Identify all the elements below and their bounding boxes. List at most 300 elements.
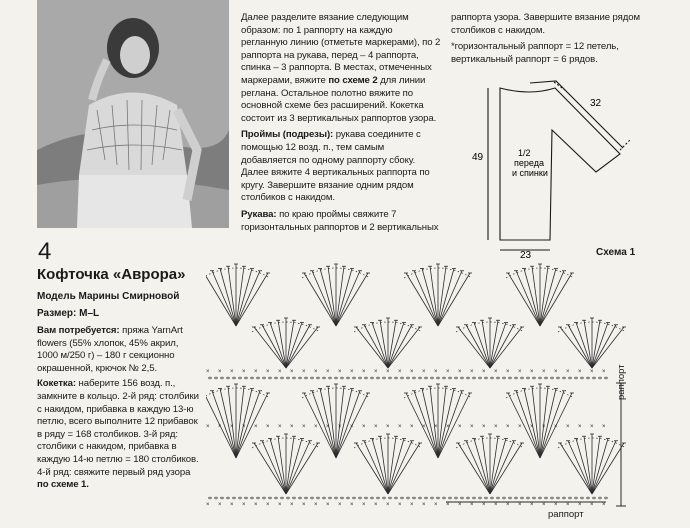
width-label: 23 xyxy=(520,250,532,258)
row-dots2-ch xyxy=(245,497,248,499)
row-dots1-ch xyxy=(245,377,248,379)
row-x2-sc: × xyxy=(542,424,546,430)
row-dots1-ch xyxy=(227,377,230,379)
fan-row2-2-stitch xyxy=(458,327,490,368)
row-dots1-ch xyxy=(503,377,506,379)
materials-paragraph: Вам потребуется: пряжа YarnArt flowers (55% хлопок, 45% акрил, 1000 м/250 г) – 180 г секционно окрашенной, крючок № 2,5. xyxy=(37,325,183,374)
pattern-author: Модель Марины Смирновой xyxy=(37,291,180,302)
row-dots2-ch xyxy=(215,497,218,499)
row-x3-sc: × xyxy=(434,502,438,508)
fan-row3-3-stitch xyxy=(508,393,540,458)
row-dots1-ch xyxy=(461,377,464,379)
fan-row3-2-stitch xyxy=(438,393,470,458)
fan-row4-2-stitch xyxy=(490,443,522,494)
row-x2-sc: × xyxy=(254,424,258,430)
row-x1-sc: × xyxy=(386,369,390,375)
row-x2-sc: × xyxy=(338,424,342,430)
fan-row1-0-arch xyxy=(206,268,270,278)
row-dots2-ch xyxy=(515,497,518,499)
row-dots2-ch xyxy=(371,497,374,499)
fan-row2-1-stitch xyxy=(388,327,420,368)
row-dots2-ch xyxy=(437,497,440,499)
row-x1-sc: × xyxy=(374,369,378,375)
row-x1-sc: × xyxy=(422,369,426,375)
row-x1-sc: × xyxy=(326,369,330,375)
row-x3-sc: × xyxy=(314,502,318,508)
row-dots1-ch xyxy=(485,377,488,379)
row-dots2-ch xyxy=(347,497,350,499)
row-dots1-ch xyxy=(215,377,218,379)
row-dots2-ch xyxy=(227,497,230,499)
fan-row1-3-stitch xyxy=(540,269,556,327)
row-x1-sc: × xyxy=(254,369,258,375)
fan-row1-1-stitch xyxy=(304,273,336,326)
row-dots1-ch xyxy=(449,377,452,379)
row-dots2-ch xyxy=(455,497,458,499)
row-x3-sc: × xyxy=(458,502,462,508)
fan-row1-1-stitch xyxy=(336,273,368,326)
row-dots1-ch xyxy=(515,377,518,379)
row-dots1-ch xyxy=(569,377,572,379)
row-x3-sc: × xyxy=(266,502,270,508)
row-x2-sc: × xyxy=(446,424,450,430)
row-dots1-ch xyxy=(383,377,386,379)
row-x3-sc: × xyxy=(530,502,534,508)
row-x2-sc: × xyxy=(350,424,354,430)
row-dots2-ch xyxy=(251,497,254,499)
materials-block xyxy=(37,325,199,492)
row-dots1-ch xyxy=(587,377,590,379)
row-x3-sc: × xyxy=(362,502,366,508)
row-dots1-ch xyxy=(527,377,530,379)
row-x3-sc: × xyxy=(386,502,390,508)
row-dots1-ch xyxy=(317,377,320,379)
sleeve-length-label: 32 xyxy=(590,98,602,109)
row-x1-sc: × xyxy=(314,369,318,375)
row-x2-sc: × xyxy=(434,424,438,430)
row-x2-sc: × xyxy=(518,424,522,430)
row-dots1-ch xyxy=(359,377,362,379)
row-dots2-ch xyxy=(581,497,584,499)
fan-row4-0-stitch xyxy=(286,443,318,494)
row-x1-sc: × xyxy=(350,369,354,375)
fan-row2-2-stitch xyxy=(490,327,522,368)
row-dots2-ch xyxy=(497,497,500,499)
crochet-chart xyxy=(206,258,636,510)
fan-row3-0-stitch xyxy=(236,393,268,458)
back-label: и спинки xyxy=(512,168,548,178)
row-dots1-ch xyxy=(593,377,596,379)
fan-row1-3-stitch xyxy=(508,273,540,326)
row-x3-sc: × xyxy=(374,502,378,508)
row-dots1-ch xyxy=(353,377,356,379)
row-x2-sc: × xyxy=(266,424,270,430)
fan-row2-1-stitch xyxy=(388,323,404,369)
row-dots2-ch xyxy=(377,497,380,499)
row-dots1-ch xyxy=(395,377,398,379)
sleeves-paragraph: Рукава: по краю проймы свяжите 7 горизонтальных раппортов и 2 вертикальных xyxy=(241,208,439,233)
row-dots2-ch xyxy=(323,497,326,499)
row-x3-sc: × xyxy=(326,502,330,508)
fan-row2-3-stitch xyxy=(560,327,592,368)
row-x3-sc: × xyxy=(350,502,354,508)
row-x3-sc: × xyxy=(566,502,570,508)
fan-row4-0-stitch xyxy=(254,443,286,494)
row-dots1-ch xyxy=(419,377,422,379)
fan-row1-1-stitch xyxy=(336,269,352,327)
row-dots1-ch xyxy=(389,377,392,379)
row-dots1-ch xyxy=(281,377,284,379)
armholes-paragraph: Проймы (подрезы): рукава соедините с помощью 12 возд. п., тем самым добавляется по одному раппорту сбоку. Далее вяжите 4 вертикальных раппорта по кругу. Завершите вязание одним рядом столбиков с накидом. xyxy=(241,129,430,204)
row-x1-sc: × xyxy=(446,369,450,375)
row-dots1-ch xyxy=(455,377,458,379)
row-dots2-ch xyxy=(281,497,284,499)
row-x3-sc: × xyxy=(410,502,414,508)
row-dots2-ch xyxy=(575,497,578,499)
row-dots1-ch xyxy=(479,377,482,379)
row-dots1-ch xyxy=(371,377,374,379)
row-dots2-ch xyxy=(335,497,338,499)
row-dots1-ch xyxy=(521,377,524,379)
row-dots2-ch xyxy=(353,497,356,499)
row-x3-sc: × xyxy=(206,502,210,508)
row-x2-sc: × xyxy=(242,424,246,430)
row-dots1-ch xyxy=(257,377,260,379)
row-dots2-ch xyxy=(407,497,410,499)
row-x1-sc: × xyxy=(278,369,282,375)
row-dots1-ch xyxy=(365,377,368,379)
row-dots2-ch xyxy=(425,497,428,499)
fan-row1-3-stitch xyxy=(540,273,572,326)
row-dots2-ch xyxy=(311,497,314,499)
row-x2-sc: × xyxy=(530,424,534,430)
row-x3-sc: × xyxy=(398,502,402,508)
row-dots2-ch xyxy=(443,497,446,499)
row-dots1-ch xyxy=(473,377,476,379)
row-dots2-ch xyxy=(473,497,476,499)
row-dots2-ch xyxy=(551,497,554,499)
fan-row2-3-stitch xyxy=(592,323,608,369)
rapport-note: *горизонтальный раппорт = 12 петель, вертикальный раппорт = 6 рядов. xyxy=(451,41,619,65)
row-x1-sc: × xyxy=(338,369,342,375)
row-dots2-ch xyxy=(317,497,320,499)
row-x1-sc: × xyxy=(458,369,462,375)
row-dots1-ch xyxy=(509,377,512,379)
row-dots2-ch xyxy=(485,497,488,499)
fan-row3-1-stitch xyxy=(304,393,336,458)
row-x1-sc: × xyxy=(410,369,414,375)
row-dots2-ch xyxy=(527,497,530,499)
row-dots2-ch xyxy=(479,497,482,499)
fan-row4-1-stitch xyxy=(356,443,388,494)
fan-row2-0-stitch xyxy=(254,327,286,368)
row-dots2-ch xyxy=(389,497,392,499)
row-dots2-ch xyxy=(587,497,590,499)
row-dots1-ch xyxy=(563,377,566,379)
row-dots1-ch xyxy=(335,377,338,379)
fan-row1-2-stitch xyxy=(422,269,438,327)
row-dots2-ch xyxy=(401,497,404,499)
row-x2-sc: × xyxy=(386,424,390,430)
row-dots1-ch xyxy=(491,377,494,379)
row-dots1-ch xyxy=(497,377,500,379)
front-label: переда xyxy=(514,158,544,168)
row-x1-sc: × xyxy=(266,369,270,375)
row-x3-sc: × xyxy=(602,502,606,508)
row-dots1-ch xyxy=(431,377,434,379)
row-x3-sc: × xyxy=(554,502,558,508)
row-dots1-ch xyxy=(311,377,314,379)
row-dots2-ch xyxy=(557,497,560,499)
row-x3-sc: × xyxy=(542,502,546,508)
fan-row4-2-stitch xyxy=(474,439,490,495)
fan-row1-2-stitch xyxy=(406,273,438,326)
row-dots1-ch xyxy=(401,377,404,379)
row-x3-sc: × xyxy=(230,502,234,508)
row-dots1-ch xyxy=(233,377,236,379)
row-x3-sc: × xyxy=(470,502,474,508)
fan-row4-0-stitch xyxy=(286,439,302,495)
row-dots2-ch xyxy=(359,497,362,499)
row-x2-sc: × xyxy=(494,424,498,430)
row-x1-sc: × xyxy=(362,369,366,375)
row-x1-sc: × xyxy=(290,369,294,375)
fan-row4-0-stitch xyxy=(270,439,286,495)
row-x3-sc: × xyxy=(422,502,426,508)
row-x1-sc: × xyxy=(554,369,558,375)
row-x2-sc: × xyxy=(578,424,582,430)
row-dots1-ch xyxy=(557,377,560,379)
intro-paragraph: Далее разделите вязание следующим образом: по 1 раппорту на каждую регланную линию (отметьте маркерами), по 2 раппорта на рукава, перед – 4 раппорта, спинка – 3 раппорта. В местах, отмеченных маркерами, вяжите по схеме 2 для линии реглана. Остальное полотно вяжите по основной схеме без расширений. Кокетка состоит из 3 вертикальных раппортов узора. xyxy=(241,12,441,124)
row-x3-sc: × xyxy=(218,502,222,508)
row-dots2-ch xyxy=(509,497,512,499)
garment-schematic xyxy=(470,78,630,258)
row-x2-sc: × xyxy=(290,424,294,430)
row-dots1-ch xyxy=(341,377,344,379)
scheme-label: Схема 1 xyxy=(596,247,636,258)
row-dots1-ch xyxy=(269,377,272,379)
fan-row2-2-stitch xyxy=(474,323,490,369)
row-x1-sc: × xyxy=(494,369,498,375)
fan-row4-1-stitch xyxy=(388,439,404,495)
row-x1-sc: × xyxy=(518,369,522,375)
row-x1-sc: × xyxy=(530,369,534,375)
fan-row4-2-stitch xyxy=(458,443,490,494)
row-x2-sc: × xyxy=(566,424,570,430)
row-x2-sc: × xyxy=(362,424,366,430)
row-x2-sc: × xyxy=(302,424,306,430)
rapport-horizontal-label: раппорт xyxy=(548,509,584,520)
row-dots1-ch xyxy=(305,377,308,379)
row-x1-sc: × xyxy=(218,369,222,375)
row-dots1-ch xyxy=(377,377,380,379)
row-dots1-ch xyxy=(533,377,536,379)
row-dots2-ch xyxy=(257,497,260,499)
fan-row1-2-stitch xyxy=(438,269,454,327)
fan-row4-1-stitch xyxy=(388,443,420,494)
row-dots2-ch xyxy=(533,497,536,499)
row-x1-sc: × xyxy=(542,369,546,375)
row-x2-sc: × xyxy=(278,424,282,430)
row-dots1-ch xyxy=(275,377,278,379)
row-x1-sc: × xyxy=(590,369,594,375)
row-dots2-ch xyxy=(593,497,596,499)
fan-row1-2-stitch xyxy=(438,273,470,326)
row-x3-sc: × xyxy=(254,502,258,508)
row-dots1-ch xyxy=(539,377,542,379)
row-dots1-ch xyxy=(599,377,602,379)
row-dots1-ch xyxy=(605,377,608,379)
row-dots2-ch xyxy=(233,497,236,499)
yoke-paragraph: Кокетка: наберите 156 возд. п., замкните в кольцо. 2-й ряд: столбики с накидом, прибавка в каждую 13-ю петлю, всего выполните 12 прибавок в ряду = 168 столбиков. 3-й ряд: столбики с накидом, прибавка в каждую 14-ю петлю = 180 столбиков. 4-й ряд: свяжите первый ряд узора по схеме 1. xyxy=(37,378,199,491)
row-x2-sc: × xyxy=(206,424,210,430)
fan-row3-0-arch xyxy=(206,388,270,398)
row-x2-sc: × xyxy=(602,424,606,430)
row-x2-sc: × xyxy=(410,424,414,430)
row-x2-sc: × xyxy=(230,424,234,430)
fan-row2-3-stitch xyxy=(592,327,624,368)
row-dots1-ch xyxy=(329,377,332,379)
fan-row2-1-stitch xyxy=(372,323,388,369)
fan-row1-0-stitch xyxy=(236,269,252,327)
fan-row4-3-stitch xyxy=(576,439,592,495)
pattern-title: Кофточка «Аврора» xyxy=(37,266,186,283)
right-column xyxy=(451,12,641,66)
row-x1-sc: × xyxy=(602,369,606,375)
fan-row2-0-stitch xyxy=(270,323,286,369)
fan-row3-0-stitch xyxy=(220,389,236,459)
row-dots2-ch xyxy=(365,497,368,499)
row-dots2-ch xyxy=(431,497,434,499)
pattern-number: 4 xyxy=(38,238,52,265)
row-x2-sc: × xyxy=(482,424,486,430)
fan-row4-3-stitch xyxy=(592,443,624,494)
row-x1-sc: × xyxy=(242,369,246,375)
fan-row4-3-stitch xyxy=(592,439,608,495)
instructions-column xyxy=(241,12,441,234)
row-dots1-ch xyxy=(221,377,224,379)
row-dots2-ch xyxy=(503,497,506,499)
row-x1-sc: × xyxy=(206,369,210,375)
fan-row1-1-stitch xyxy=(320,269,336,327)
row-dots1-ch xyxy=(413,377,416,379)
row-x2-sc: × xyxy=(314,424,318,430)
row-dots1-ch xyxy=(209,377,212,379)
row-x1-sc: × xyxy=(566,369,570,375)
row-dots1-ch xyxy=(437,377,440,379)
row-dots2-ch xyxy=(599,497,602,499)
fan-row4-2-stitch xyxy=(490,439,506,495)
fan-row2-2-stitch xyxy=(490,323,506,369)
row-x2-sc: × xyxy=(458,424,462,430)
row-x2-sc: × xyxy=(554,424,558,430)
row-dots2-ch xyxy=(395,497,398,499)
row-dots2-ch xyxy=(521,497,524,499)
row-x1-sc: × xyxy=(506,369,510,375)
row-x3-sc: × xyxy=(446,502,450,508)
row-dots2-ch xyxy=(221,497,224,499)
row-dots2-ch xyxy=(263,497,266,499)
row-x1-sc: × xyxy=(302,369,306,375)
row-x1-sc: × xyxy=(470,369,474,375)
row-x3-sc: × xyxy=(242,502,246,508)
fan-row2-1-stitch xyxy=(356,327,388,368)
row-dots1-ch xyxy=(239,377,242,379)
row-dots2-ch xyxy=(305,497,308,499)
fan-row1-0-stitch xyxy=(236,273,268,326)
row-x3-sc: × xyxy=(518,502,522,508)
row-dots2-ch xyxy=(491,497,494,499)
row-x3-sc: × xyxy=(482,502,486,508)
row-dots1-ch xyxy=(575,377,578,379)
row-x1-sc: × xyxy=(398,369,402,375)
row-x2-sc: × xyxy=(374,424,378,430)
fan-row2-3-stitch xyxy=(576,323,592,369)
row-dots2-ch xyxy=(461,497,464,499)
row-dots2-ch xyxy=(209,497,212,499)
row-dots2-ch xyxy=(569,497,572,499)
row-dots1-ch xyxy=(581,377,584,379)
fan-row4-3-stitch xyxy=(560,443,592,494)
row-x3-sc: × xyxy=(578,502,582,508)
fan-row1-0-stitch xyxy=(206,273,236,326)
model-photo xyxy=(37,0,229,228)
row-dots1-ch xyxy=(407,377,410,379)
row-dots1-ch xyxy=(443,377,446,379)
row-x1-sc: × xyxy=(434,369,438,375)
row-dots1-ch xyxy=(323,377,326,379)
fan-row2-0-stitch xyxy=(286,323,302,369)
row-dots2-ch xyxy=(329,497,332,499)
row-dots2-ch xyxy=(239,497,242,499)
fan-row4-1-stitch xyxy=(372,439,388,495)
fan-row1-3-stitch xyxy=(524,269,540,327)
half-label: 1/2 xyxy=(518,148,531,158)
row-x3-sc: × xyxy=(278,502,282,508)
row-dots2-ch xyxy=(545,497,548,499)
row-x1-sc: × xyxy=(578,369,582,375)
fan-row1-0-stitch xyxy=(220,269,236,327)
row-dots1-ch xyxy=(287,377,290,379)
row-dots1-ch xyxy=(251,377,254,379)
row-x3-sc: × xyxy=(506,502,510,508)
fan-row2-0-stitch xyxy=(286,327,318,368)
row-dots2-ch xyxy=(419,497,422,499)
row-dots2-ch xyxy=(449,497,452,499)
row-dots1-ch xyxy=(293,377,296,379)
row-x3-sc: × xyxy=(302,502,306,508)
row-x3-sc: × xyxy=(590,502,594,508)
row-x2-sc: × xyxy=(218,424,222,430)
row-x1-sc: × xyxy=(230,369,234,375)
row-x3-sc: × xyxy=(338,502,342,508)
row-dots1-ch xyxy=(545,377,548,379)
row-dots1-ch xyxy=(425,377,428,379)
row-dots1-ch xyxy=(551,377,554,379)
row-x2-sc: × xyxy=(422,424,426,430)
row-dots2-ch xyxy=(413,497,416,499)
row-x3-sc: × xyxy=(290,502,294,508)
row-dots2-ch xyxy=(287,497,290,499)
row-x2-sc: × xyxy=(398,424,402,430)
row-dots2-ch xyxy=(563,497,566,499)
row-x2-sc: × xyxy=(506,424,510,430)
row-dots1-ch xyxy=(347,377,350,379)
height-label: 49 xyxy=(472,152,484,163)
row-dots1-ch xyxy=(467,377,470,379)
row-dots2-ch xyxy=(275,497,278,499)
right-top-text: раппорта узора. Завершите вязание рядом столбиков с накидом. xyxy=(451,12,640,36)
